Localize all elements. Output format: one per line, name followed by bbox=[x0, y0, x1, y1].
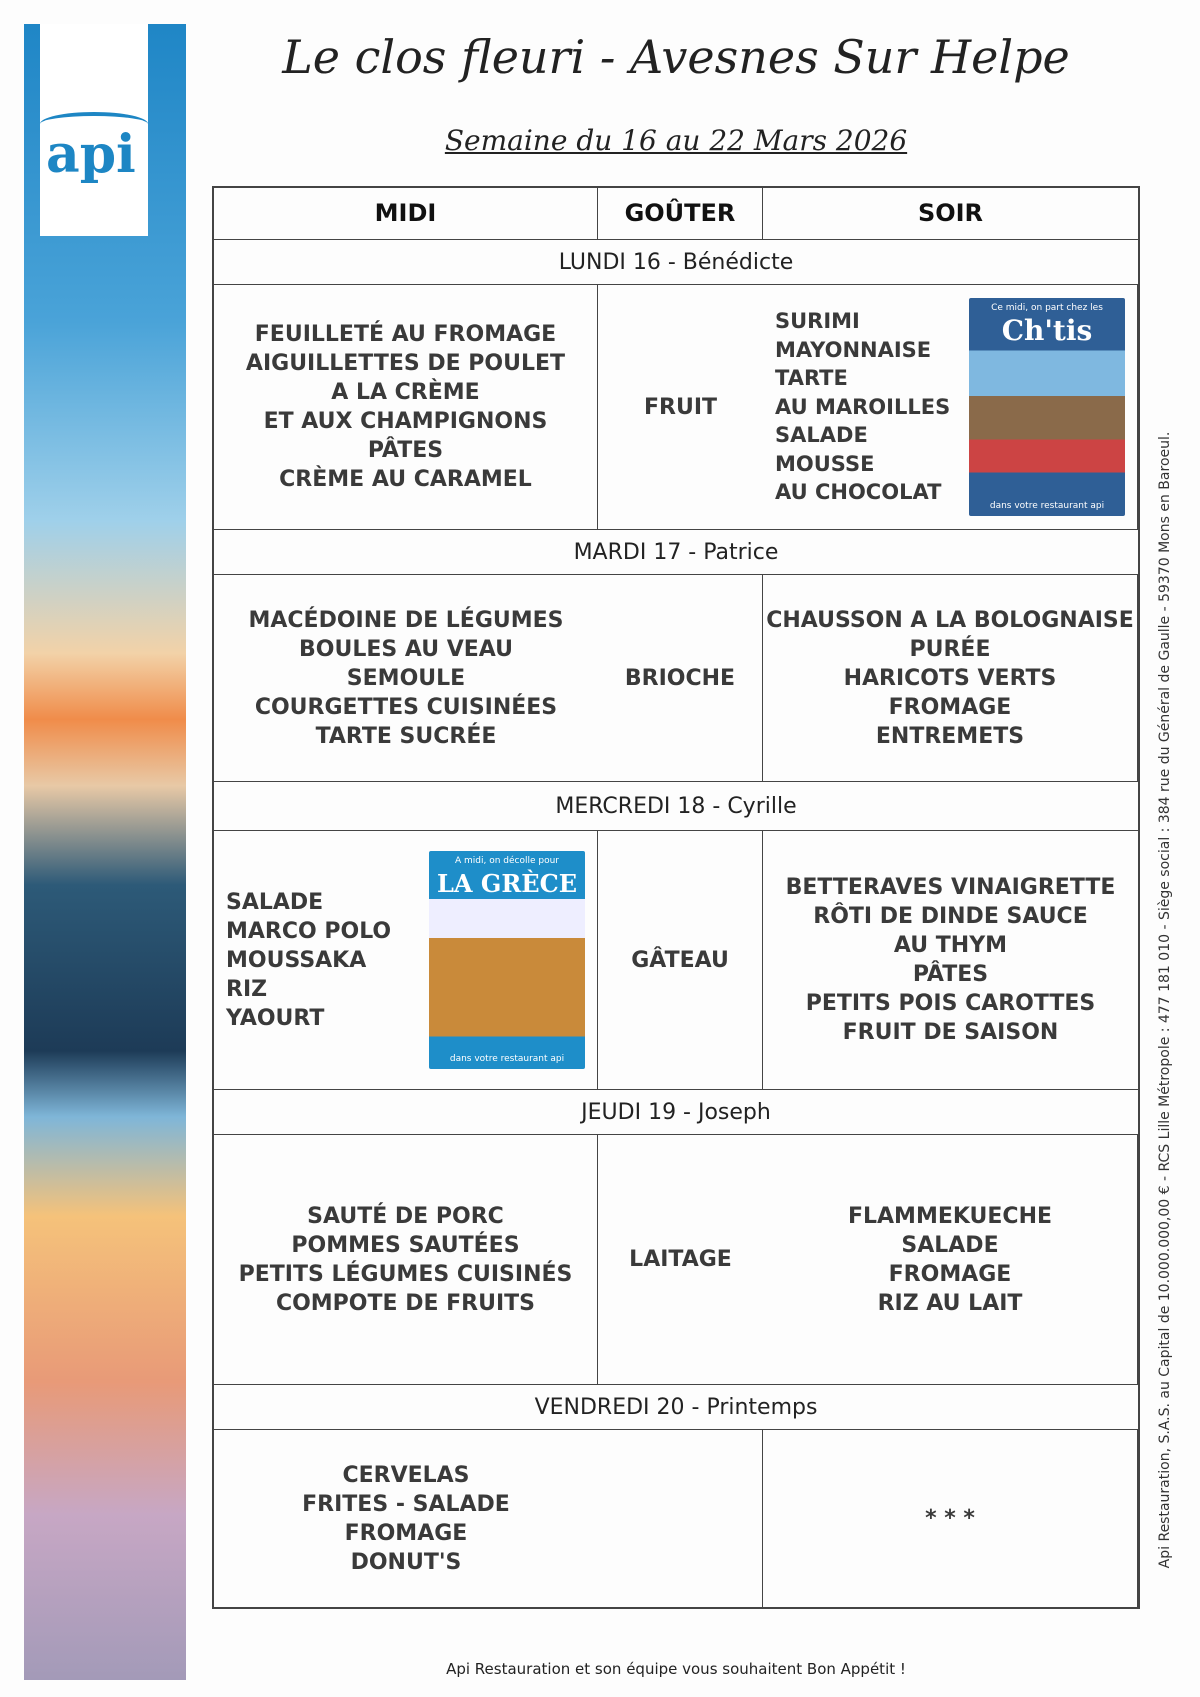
week-subtitle bbox=[212, 124, 1140, 157]
soir-cell bbox=[763, 1135, 1138, 1385]
midi-text: SAUTÉ DE PORC POMMES SAUTÉES PETITS LÉGUMES CUISINÉS COMPOTE DE FRUITS bbox=[238, 1203, 573, 1316]
day-label: MARDI 17 - Patrice bbox=[214, 530, 1138, 575]
soir-cell bbox=[763, 1430, 1138, 1607]
poster-bottom-text: dans votre restaurant api bbox=[989, 501, 1105, 511]
gouter-cell: FRUIT bbox=[598, 285, 763, 530]
midi-text: CERVELAS FRITES - SALADE FROMAGE DONUT'S bbox=[302, 1462, 510, 1575]
soir-text: FLAMMEKUECHE SALADE FROMAGE RIZ AU LAIT bbox=[847, 1203, 1053, 1316]
header-gouter: GOÛTER bbox=[598, 188, 763, 240]
midi-cell bbox=[214, 1135, 598, 1385]
week-subtitle-text: Semaine du 16 au 22 Mars 2026 bbox=[444, 124, 908, 157]
poster-top-text: Ce midi, on part chez les bbox=[991, 303, 1103, 313]
poster-bottom-text: dans votre restaurant api bbox=[449, 1054, 565, 1064]
company-legal-text: Api Restauration, S.A.S. au Capital de 10.000.000,00 € - RCS Lille Métropole : 477 181 010 - Siège social : 384 rue du Général de Gaulle - 59370 Mons en Baroeul. bbox=[1157, 431, 1173, 1569]
midi-text: MACÉDOINE DE LÉGUMES BOULES AU VEAU SEMOULE COURGETTES CUISINÉES TARTE SUCRÉE bbox=[248, 607, 564, 749]
day-label: JEUDI 19 - Joseph bbox=[214, 1090, 1138, 1135]
header-midi: MIDI bbox=[214, 188, 598, 240]
gouter-cell: GÂTEAU bbox=[598, 831, 763, 1090]
day-label: MERCREDI 18 - Cyrille bbox=[214, 782, 1138, 831]
menu-table bbox=[212, 186, 1140, 1609]
midi-text: FEUILLETÉ AU FROMAGE AIGUILLETTES DE POULET A LA CRÈME ET AUX CHAMPIGNONS PÂTES CRÈME AU CARAMEL bbox=[245, 322, 566, 492]
soir-cell bbox=[763, 831, 1138, 1090]
poster-title: LA GRÈCE bbox=[437, 869, 577, 898]
midi-cell bbox=[214, 285, 598, 530]
gouter-cell: BRIOCHE bbox=[598, 575, 763, 782]
soir-text: SURIMI MAYONNAISE TARTE AU MAROILLES SALADE MOUSSE AU CHOCOLAT bbox=[775, 309, 951, 505]
poster-top-text: A midi, on décolle pour bbox=[454, 856, 560, 866]
day-label: LUNDI 16 - Bénédicte bbox=[214, 240, 1138, 285]
midi-cell bbox=[214, 575, 598, 782]
soir-text: * * * bbox=[925, 1506, 975, 1531]
logo-text: api bbox=[46, 124, 136, 185]
decorative-winter-band bbox=[24, 24, 186, 1680]
soir-text: BETTERAVES VINAIGRETTE RÔTI DE DINDE SAUCE AU THYM PÂTES PETITS POIS CAROTTES FRUIT DE SAISON bbox=[785, 875, 1116, 1045]
header-soir: SOIR bbox=[763, 188, 1138, 240]
midi-cell bbox=[214, 831, 598, 1090]
day-label: VENDREDI 20 - Printemps bbox=[214, 1385, 1138, 1430]
gouter-cell bbox=[598, 1430, 763, 1607]
footer-message: Api Restauration et son équipe vous souhaitent Bon Appétit ! bbox=[446, 1660, 906, 1678]
soir-cell bbox=[763, 285, 1138, 530]
soir-text: CHAUSSON A LA BOLOGNAISE PURÉE HARICOTS VERTS FROMAGE ENTREMETS bbox=[766, 607, 1134, 749]
gouter-cell: LAITAGE bbox=[598, 1135, 763, 1385]
soir-cell bbox=[763, 575, 1138, 782]
grece-poster-image bbox=[429, 851, 585, 1069]
midi-text: SALADE MARCO POLO MOUSSAKA RIZ YAOURT bbox=[226, 889, 392, 1031]
page-title: Le clos fleuri - Avesnes Sur Helpe bbox=[282, 30, 1070, 84]
poster-title: Ch'tis bbox=[1001, 314, 1093, 347]
chtis-poster-image bbox=[969, 298, 1125, 516]
midi-cell bbox=[214, 1430, 598, 1607]
api-logo bbox=[40, 24, 148, 236]
